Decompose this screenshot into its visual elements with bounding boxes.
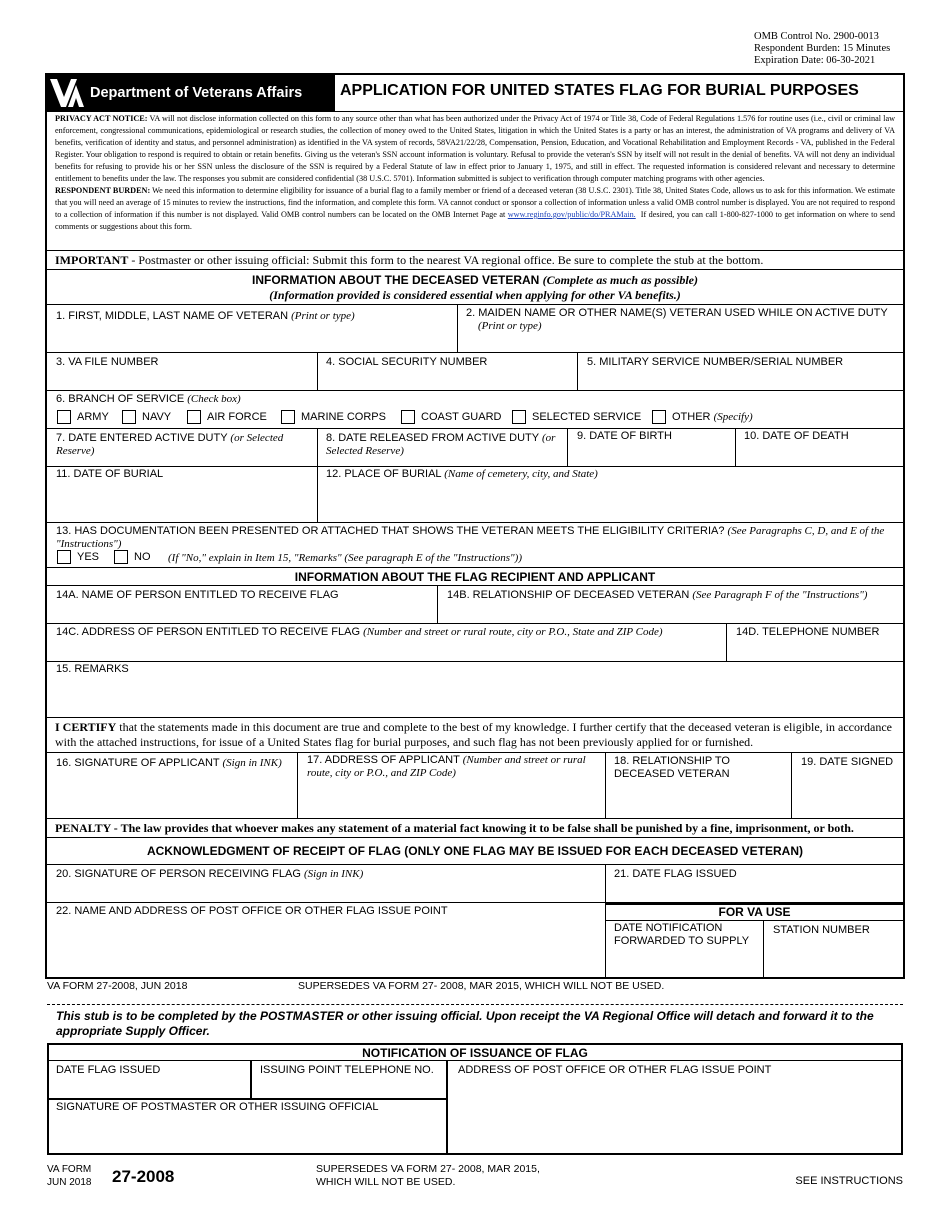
stub-instruction: This stub is to be completed by the POSTMASTER or other issuing official. Upon receipt the VA Regional Office will detach and forward it to the appropriate Supply Officer. xyxy=(56,1009,874,1038)
air-force-label: AIR FORCE xyxy=(207,410,267,423)
air-force-checkbox[interactable] xyxy=(187,410,201,424)
veteran-section-title xyxy=(47,273,903,288)
branch-army[interactable] xyxy=(57,410,109,424)
bottom-form-info xyxy=(47,1163,91,1189)
privacy-text: VA will not disclose information collected on this form to any source other than what has been authorized under the Privacy Act of 1974 or Title 38, Code of Federal Regulations 1.576 for routine uses (i.e., civil or criminal law enforcement, congressional communications, epidemiological or research studies, the collection of money owed to the United States, litigation in which the United States is a party or has an interest, the administration of VA programs and delivery of VA benefits, verification of identity and status, and personnel administration) as identified in the VA system of records, 58VA21/22/28, Compensation, Pension, Education, and Vocational Rehabilitation and Employment Records - VA, published in the Federal Register. Your obligation to respond is required to obtain or retain benefits. Giving us the veteran's SSN account information is voluntary. Refusal to provide the veteran's SSN by itself will not result in the denial of benefits. VA will not deny an individual benefits for refusing to provide his or her SSN unless the disclosure of the SSN is required by a Federal Statute of law in effect prior to January 1, 1975, and still in effect. The requested information is considered relevant and necessary to determine entitlement to benefits under the law. The responses you submit are considered confidential (38 U.S.C. 5701). Information submitted is subject to verification through computer matching programs with other agencies. xyxy=(55,114,895,183)
navy-label: NAVY xyxy=(142,410,172,423)
veteran-section-label: INFORMATION ABOUT THE DECEASED VETERAN xyxy=(251,273,540,287)
penalty-statement: PENALTY - The law provides that whoever makes any statement of a material fact knowing it to be false shall be punished by a fine, imprisonment, or both. xyxy=(55,821,854,835)
f1-note: (Print or type) xyxy=(291,310,355,322)
field-20-label[interactable] xyxy=(56,868,363,881)
va-use-title: FOR VA USE xyxy=(718,905,791,919)
privacy-label: PRIVACY ACT NOTICE: xyxy=(55,114,148,123)
field-1-label[interactable] xyxy=(56,310,355,323)
other-note: (Specify) xyxy=(713,410,753,423)
stub-address[interactable]: ADDRESS OF POST OFFICE OR OTHER FLAG ISSUE POINT xyxy=(458,1064,772,1076)
army-checkbox[interactable] xyxy=(57,410,71,424)
bottom-supersedes-1: SUPERSEDES VA FORM 27- 2008, MAR 2015, xyxy=(316,1163,540,1175)
marine-corps-checkbox[interactable] xyxy=(281,410,295,424)
field-14c-label[interactable] xyxy=(56,626,663,639)
no-checkbox[interactable] xyxy=(114,550,128,564)
field-14a-label[interactable]: 14A. NAME OF PERSON ENTITLED TO RECEIVE FLAG xyxy=(56,589,339,601)
f12-note: (Name of cemetery, city, and State) xyxy=(444,468,598,480)
see-instructions: SEE INSTRUCTIONS xyxy=(795,1175,903,1187)
field-14d-label[interactable]: 14D. TELEPHONE NUMBER xyxy=(736,626,880,638)
selected-service-label: SELECTED SERVICE xyxy=(532,410,642,423)
other-label: OTHER xyxy=(672,410,711,423)
f13-text: 13. HAS DOCUMENTATION BEEN PRESENTED OR ATTACHED THAT SHOWS THE VETERAN MEETS THE ELIGIBILITY CRITERIA? xyxy=(56,525,725,537)
field-4-label[interactable]: 4. SOCIAL SECURITY NUMBER xyxy=(326,356,488,368)
omb-expiration: Expiration Date: 06-30-2021 xyxy=(754,55,876,66)
field-13-label xyxy=(56,525,896,551)
documentation-yes[interactable] xyxy=(57,550,99,564)
f16-note: (Sign in INK) xyxy=(222,757,282,769)
field-9-label[interactable]: 9. DATE OF BIRTH xyxy=(577,430,672,442)
recipient-section-title: INFORMATION ABOUT THE FLAG RECIPIENT AND APPLICANT xyxy=(294,570,656,584)
bottom-va-form: VA FORM xyxy=(47,1164,92,1175)
f7-note: (or Selected Reserve) xyxy=(56,432,284,457)
branch-navy[interactable] xyxy=(122,410,171,424)
certify-text: that the statements made in this document are true and complete to the best of my knowledge. I further certify that the deceased veteran is eligible, in accordance with the attached instructions, for issue of a United States flag for burial purposes, and such flag has not been previously applied for or furnished. xyxy=(55,720,892,749)
navy-checkbox[interactable] xyxy=(122,410,136,424)
important-note xyxy=(55,253,763,268)
coast-guard-checkbox[interactable] xyxy=(401,410,415,424)
burden-label: RESPONDENT BURDEN: xyxy=(55,186,151,195)
bottom-supersedes-2: WHICH WILL NOT BE USED. xyxy=(316,1176,456,1188)
f13-explain: (If "No," explain in Item 15, "Remarks" (See paragraph E of the "Instructions")) xyxy=(168,552,522,564)
omb-burden: Respondent Burden: 15 Minutes xyxy=(754,43,891,54)
field-15-label[interactable]: 15. REMARKS xyxy=(56,663,129,675)
f12-text: 12. PLACE OF BURIAL xyxy=(326,468,442,480)
f7-text: 7. DATE ENTERED ACTIVE DUTY xyxy=(56,432,228,444)
station-number-label[interactable]: STATION NUMBER xyxy=(773,924,870,936)
f6-text: 6. BRANCH OF SERVICE xyxy=(56,393,185,405)
field-22-label[interactable]: 22. NAME AND ADDRESS OF POST OFFICE OR OTHER FLAG ISSUE POINT xyxy=(56,905,448,917)
field-16-label[interactable] xyxy=(56,757,282,770)
field-19-label[interactable]: 19. DATE SIGNED xyxy=(801,756,894,768)
field-5-label[interactable]: 5. MILITARY SERVICE NUMBER/SERIAL NUMBER xyxy=(587,356,844,368)
stub-date-issued[interactable]: DATE FLAG ISSUED xyxy=(56,1064,161,1076)
other-checkbox[interactable] xyxy=(652,410,666,424)
field-21-label[interactable]: 21. DATE FLAG ISSUED xyxy=(614,868,737,880)
branch-other[interactable] xyxy=(652,410,753,424)
branch-air-force[interactable] xyxy=(187,410,267,424)
f1-text: 1. FIRST, MIDDLE, LAST NAME OF VETERAN xyxy=(56,310,289,322)
veteran-section-note: (Complete as much as possible) xyxy=(542,273,699,287)
f14b-text: 14B. RELATIONSHIP OF DECEASED VETERAN xyxy=(447,589,690,601)
burden-text: We need this information to determine eligibility for issuance of a burial flag to a family member or friend of a deceased veteran (38 U.S.C. 2301). Title 38, United States Code, allows us to ask for this information. We estimate that you will need an average of 15 minutes to review the instructions, find the information, and complete this form. VA cannot conduct or sponsor a collection of information unless a valid OMB control number is displayed. You are not required to respond to a collection of information if this number is not displayed. Valid OMB control numbers can be located on the OMB Internet Page at xyxy=(55,186,895,219)
privacy-notice xyxy=(55,113,895,233)
branch-marine-corps[interactable] xyxy=(281,410,386,424)
agency-name: Department of Veterans Affairs xyxy=(90,85,303,101)
no-label: NO xyxy=(134,550,151,563)
field-17-label[interactable] xyxy=(307,754,597,780)
stub-signature[interactable]: SIGNATURE OF POSTMASTER OR OTHER ISSUING OFFICIAL xyxy=(56,1101,379,1113)
marine-corps-label: MARINE CORPS xyxy=(301,410,386,423)
omb-control: OMB Control No. 2900-0013 xyxy=(754,31,879,42)
bottom-date: JUN 2018 xyxy=(47,1177,92,1188)
coast-guard-label: COAST GUARD xyxy=(421,410,502,423)
omb-link[interactable]: www.reginfo.gov/public/do/PRAMain. xyxy=(507,210,636,219)
f13-note: (See Paragraphs C, D, and E of the "Instructions") xyxy=(56,525,885,550)
documentation-no[interactable] xyxy=(114,550,151,564)
f20-text: 20. SIGNATURE OF PERSON RECEIVING FLAG xyxy=(56,868,301,880)
stub-title: NOTIFICATION OF ISSUANCE OF FLAG xyxy=(362,1046,588,1060)
form-title: APPLICATION FOR UNITED STATES FLAG FOR BURIAL PURPOSES xyxy=(340,82,859,99)
certification xyxy=(55,720,897,750)
stub-phone[interactable]: ISSUING POINT TELEPHONE NO. xyxy=(260,1064,434,1076)
field-7-label[interactable] xyxy=(56,432,311,458)
field-11-label[interactable]: 11. DATE OF BURIAL xyxy=(56,468,164,480)
field-3-label[interactable]: 3. VA FILE NUMBER xyxy=(56,356,159,368)
f8-note: (or Selected Reserve) xyxy=(326,432,556,457)
important-label: IMPORTANT xyxy=(55,253,129,267)
va-logo-icon xyxy=(50,79,84,107)
agency-banner xyxy=(47,75,335,111)
field-2-label[interactable] xyxy=(466,307,896,333)
footer-supersedes: SUPERSEDES VA FORM 27- 2008, MAR 2015, WHICH WILL NOT BE USED. xyxy=(298,980,665,992)
footer-form-number: VA FORM 27-2008, JUN 2018 xyxy=(47,980,188,992)
branch-selected-service[interactable] xyxy=(512,410,641,424)
field-12-label[interactable] xyxy=(326,468,598,481)
selected-service-checkbox[interactable] xyxy=(512,410,526,424)
f20-note: (Sign in INK) xyxy=(303,868,364,880)
field-10-label[interactable]: 10. DATE OF DEATH xyxy=(744,430,849,442)
f14c-note: (Number and street or rural route, city or P.O., State and ZIP Code) xyxy=(363,626,663,638)
f14c-text: 14C. ADDRESS OF PERSON ENTITLED TO RECEIVE FLAG xyxy=(56,626,361,638)
yes-checkbox[interactable] xyxy=(57,550,71,564)
burden-tail: If desired, you can call 1-800-827-1000 to get information on where to send comments or suggestions about this form. xyxy=(55,210,896,231)
f17-text: 17. ADDRESS OF APPLICANT xyxy=(307,754,460,766)
field-18-label[interactable]: 18. RELATIONSHIP TO DECEASED VETERAN xyxy=(614,755,730,780)
field-8-label[interactable] xyxy=(326,432,566,458)
date-notification-label[interactable]: DATE NOTIFICATION FORWARDED TO SUPPLY xyxy=(614,922,750,947)
f8-text: 8. DATE RELEASED FROM ACTIVE DUTY xyxy=(326,432,539,444)
yes-label: YES xyxy=(77,550,100,563)
cut-line xyxy=(47,1004,903,1005)
f2-note: (Print or type) xyxy=(478,320,542,332)
certify-label: I CERTIFY xyxy=(55,720,117,734)
veteran-section-subtitle: (Information provided is considered essential when applying for other VA benefits.) xyxy=(269,288,681,302)
f16-text: 16. SIGNATURE OF APPLICANT xyxy=(56,757,220,769)
bottom-supersedes xyxy=(316,1163,540,1189)
field-14b-label[interactable] xyxy=(447,589,867,602)
acknowledgment-title: ACKNOWLEDGMENT OF RECEIPT OF FLAG (ONLY ONE FLAG MAY BE ISSUED FOR EACH DECEASED VETERAN) xyxy=(146,844,804,858)
field-6-label xyxy=(56,393,241,406)
branch-coast-guard[interactable] xyxy=(401,410,501,424)
omb-info xyxy=(754,31,890,67)
f17-note: (Number and street or rural route, city or P.O., and ZIP Code) xyxy=(307,754,586,779)
army-label: ARMY xyxy=(77,410,109,423)
f6-note: (Check box) xyxy=(187,393,241,405)
important-text: - Postmaster or other issuing official: Submit this form to the nearest VA regional office. Be sure to complete the stub at the bottom. xyxy=(128,253,764,267)
f2-text: 2. MAIDEN NAME OR OTHER NAME(S) VETERAN USED WHILE ON ACTIVE DUTY xyxy=(466,307,888,319)
f14b-note: (See Paragraph F of the "Instructions") xyxy=(692,589,868,601)
bottom-form-number: 27-2008 xyxy=(112,1167,175,1186)
